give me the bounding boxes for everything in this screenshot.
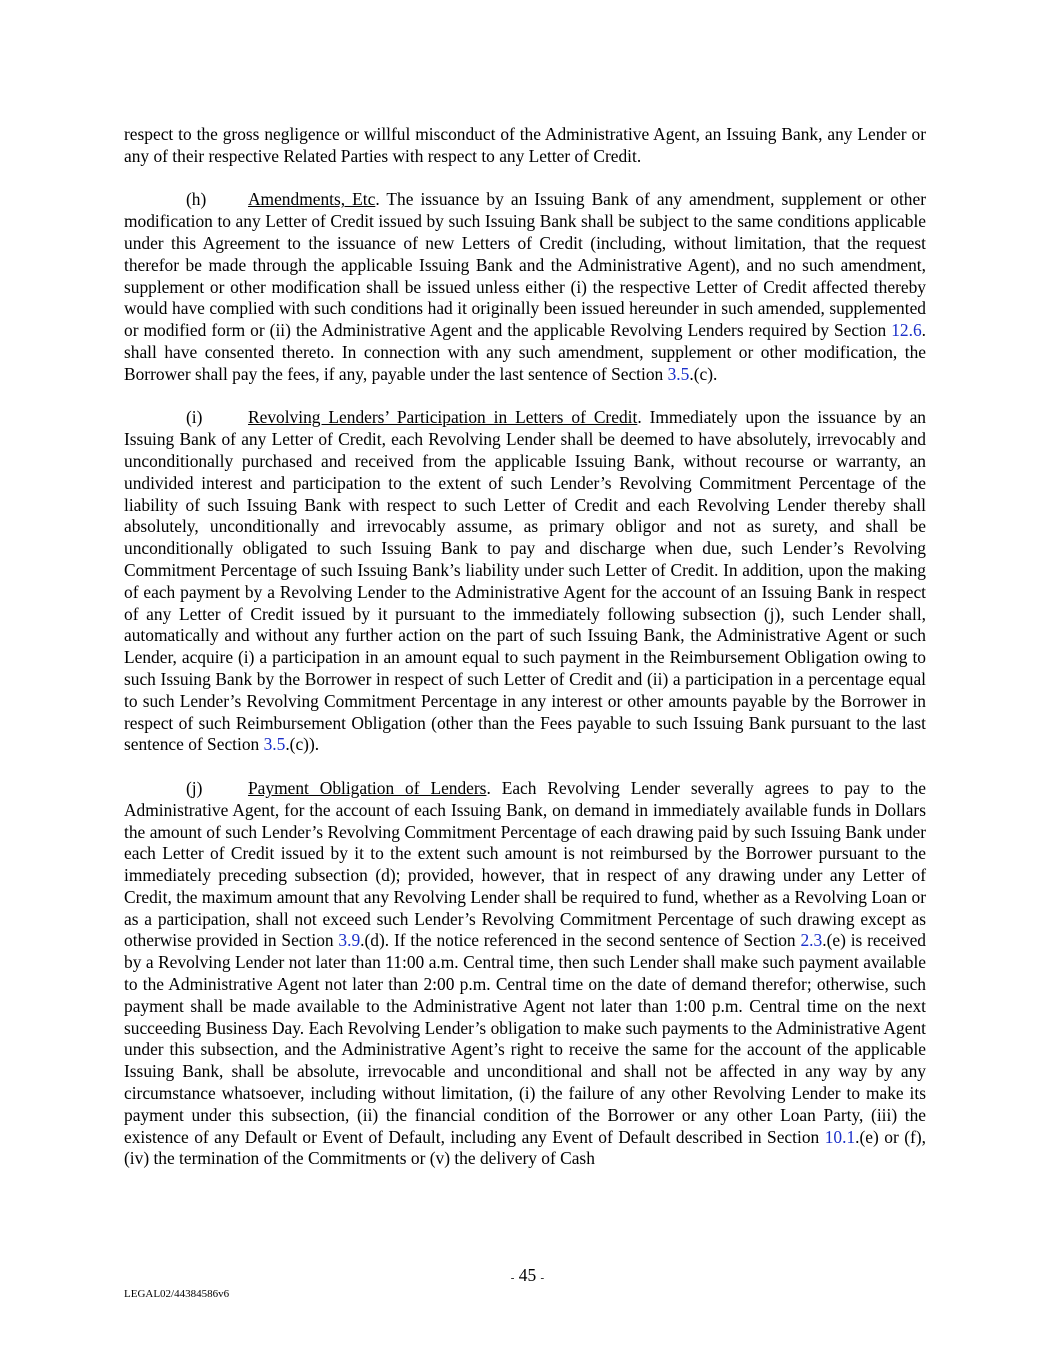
section-reference-link[interactable]: 2.3 <box>800 930 823 951</box>
paragraph-j <box>124 778 926 1170</box>
paragraph-h <box>124 189 926 385</box>
paragraph-text: .(c)). <box>285 734 320 755</box>
document-id: LEGAL02/44384586v6 <box>124 1288 230 1300</box>
page-number-value: 45 <box>518 1265 537 1285</box>
document-body <box>124 124 926 1192</box>
paragraph-text: . The issuance by an Issuing Bank of any amendment, supplement or other modification to any Letter of Credit issued by such Issuing Bank shall be subject to the same conditions applicable under this Agreement to the issuance of new Letters of Credit (including, without limitation, that the request therefor be made through the applicable Issuing Bank and the Administrative Agent), and no such amendment, supplement or other modification shall be issued unless either (i) the respective Letter of Credit affected thereby would have complied with such conditions had it originally been issued hereunder in such amended, supplemented or modified form or (ii) the Administrative Agent and the applicable Revolving Lenders required by Section <box>124 189 927 341</box>
subsection-heading: Payment Obligation of Lenders <box>248 777 487 798</box>
subsection-heading: Revolving Lenders’ Participation in Letters of Credit <box>248 407 638 428</box>
paragraph-text: .(e) is received by a Revolving Lender not later than 11:00 a.m. Central time, then such Lender shall make such payment available to the Administrative Agent not later than 2:00 p.m. Central time on the date of demand therefor; otherwise, such payment shall be made available to the Administrative Agent not later than 1:00 p.m. Central time on the next succeeding Business Day. Each Revolving Lender’s obligation to make such payments to the Administrative Agent under this subsection, and the Administrative Agent’s right to receive the same for the account of the applicable Issuing Bank, shall be absolute, irrevocable and unconditional and shall not be affected in any way by any circumstance whatsoever, including without limitation, (i) the failure of any other Revolving Lender to make its payment under this subsection, (ii) the financial condition of the Borrower or any other Loan Party, (iii) the existence of any Default or Event of Default, including any Event of Default described in Section <box>124 930 927 1147</box>
section-reference-link[interactable]: 12.6 <box>891 320 922 341</box>
subsection-label: (h) <box>186 189 207 210</box>
paragraph-text: respect to the gross negligence or willful misconduct of the Administrative Agent, an Issuing Bank, any Lender or any of their respective Related Parties with respect to any Letter of Credit. <box>124 124 926 166</box>
paragraph-text: .(e) or (f), (iv) the termination of the Commitments or (v) the delivery of Cash <box>124 1126 926 1169</box>
subsection-label: (i) <box>186 407 203 428</box>
page-number <box>0 1265 1055 1286</box>
subsection-label: (j) <box>186 777 203 798</box>
section-reference-link[interactable]: 3.9 <box>338 930 361 951</box>
page-number-dash-left: - <box>510 1272 515 1284</box>
subsection-heading: Amendments, Etc <box>248 189 376 210</box>
page-number-dash-right: - <box>540 1272 545 1284</box>
paragraph-text: .(d). If the notice referenced in the second sentence of Section <box>360 930 801 951</box>
paragraph-text: .(c). <box>689 363 718 384</box>
paragraph-text: . Immediately upon the issuance by an Issuing Bank of any Letter of Credit, each Revolving Lender shall be deemed to have absolutely, irrevocably and unconditionally purchased and received from the applicable Issuing Bank, without recourse or warranty, an undivided interest and participation to the extent of such Lender’s Revolving Commitment Percentage of the liability of such Issuing Bank with respect to such Letter of Credit and each Revolving Lender thereby shall absolutely, unconditionally and irrevocably assume, as primary obligor and not as surety, and shall be unconditionally obligated to such Issuing Bank to pay and discharge when due, such Lender’s Revolving Commitment Percentage of such Issuing Bank’s liability under such Letter of Credit. In addition, upon the making of each payment by a Revolving Lender to the Administrative Agent for the account of an Issuing Bank in respect of any Letter of Credit issued by it pursuant to the immediately following subsection (j), such Lender shall, automatically and without any further action on the part of such Issuing Bank, the Administrative Agent or such Lender, acquire (i) a participation in an amount equal to such payment in the Reimbursement Obligation owing to such Issuing Bank by the Borrower in respect of such Letter of Credit and (ii) a participation in a percentage equal to such Lender’s Revolving Commitment Percentage in any interest or other amounts payable by the Borrower in respect of such Reimbursement Obligation (other than the Fees payable to such Issuing Bank pursuant to the last sentence of Section <box>124 407 926 755</box>
paragraph-i <box>124 407 926 756</box>
paragraph-text: . Each Revolving Lender severally agrees to pay to the Administrative Agent, for the account of each Issuing Bank, on demand in immediately available funds in Dollars the amount of such Lender’s Revolving Commitment Percentage of each drawing paid by such Issuing Bank under each Letter of Credit issued by it to the extent such amount is not reimbursed by the Borrower pursuant to the immediately preceding subsection (d); provided, however, that in respect of any drawing under any Letter of Credit, the maximum amount that any Revolving Lender shall be required to fund, whether as a Revolving Loan or as a participation, shall not exceed such Lender’s Revolving Commitment Percentage of such drawing except as otherwise provided in Section <box>124 777 926 951</box>
section-reference-link[interactable]: 10.1 <box>824 1126 856 1147</box>
section-reference-link[interactable]: 3.5 <box>263 734 286 755</box>
paragraph-g-cont <box>124 124 926 168</box>
paragraph-text: . shall have consented thereto. In connection with any such amendment, supplement or other modification, the Borrower shall pay the fees, if any, payable under the last sentence of Section <box>124 320 926 384</box>
section-reference-link[interactable]: 3.5 <box>667 363 690 384</box>
